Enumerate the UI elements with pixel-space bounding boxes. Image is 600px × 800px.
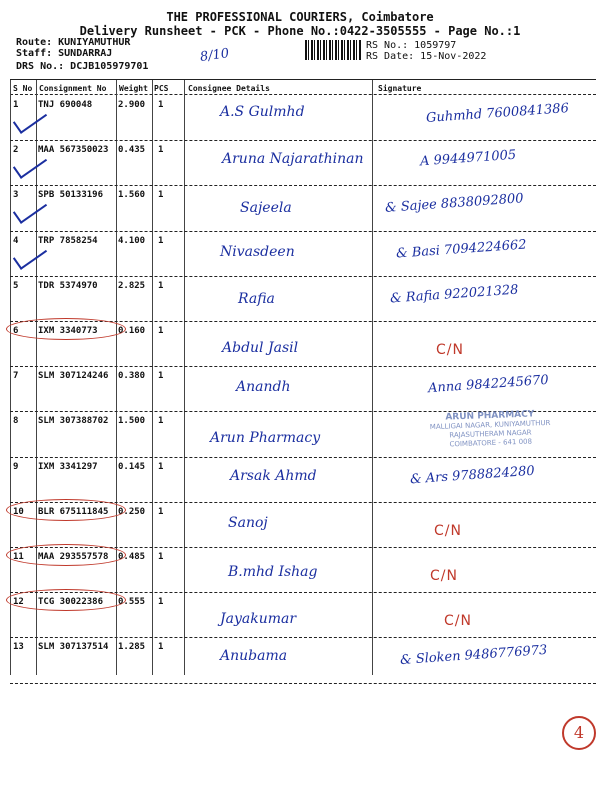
consignment-number: MAA 293557578 — [38, 552, 109, 562]
col-sno: S No — [13, 84, 33, 93]
pieces-count: 1 — [158, 461, 164, 472]
table-header-line — [10, 94, 596, 95]
consignee-name: Rafia — [238, 290, 275, 307]
consignee-name: Sanoj — [228, 514, 268, 531]
pieces-count: 1 — [158, 597, 164, 608]
red-circle-mark — [6, 544, 126, 566]
weight-value: 0.380 — [118, 371, 146, 382]
barcode-image — [305, 40, 361, 60]
consignment-number: TRP 7858254 — [38, 235, 98, 246]
serial-number: 10 — [13, 506, 24, 517]
serial-number: 12 — [13, 597, 24, 608]
consignee-name: Abdul Jasil — [222, 340, 299, 356]
signature: Guhmhd 7600841386 — [425, 101, 570, 126]
serial-number: 2 — [13, 145, 19, 156]
company-title: THE PROFESSIONAL COURIERS, Coimbatore — [166, 10, 434, 24]
weight-value: 1.285 — [118, 642, 146, 653]
signature: C/N — [444, 613, 472, 630]
route-label: Route: KUNIYAMUTHUR — [16, 37, 131, 48]
col-consignee: Consignee Details — [188, 84, 270, 93]
weight-value: 1.500 — [118, 416, 146, 427]
signature: & Ars 9788824280 — [409, 463, 536, 487]
serial-number: 8 — [13, 416, 19, 427]
pieces-count: 1 — [158, 145, 164, 156]
consignment-number: TCG 30022386 — [38, 597, 104, 608]
col-weight: Weight — [119, 84, 148, 93]
staff-label: Staff: SUNDARRAJ — [16, 48, 113, 59]
serial-number: 11 — [13, 552, 24, 562]
signature: C/N — [430, 568, 458, 584]
pieces-count: 1 — [158, 371, 164, 382]
consignment-number: SLM 307137514 — [38, 642, 109, 653]
consignee-name: Anandh — [236, 379, 291, 396]
signature: & Basi 7094224662 — [395, 237, 528, 262]
pieces-count: 1 — [158, 552, 164, 562]
consignment-number: SPB 50133196 — [38, 190, 104, 201]
red-circle-mark — [6, 499, 126, 521]
pieces-count: 1 — [158, 416, 164, 427]
serial-number: 6 — [13, 326, 19, 336]
pieces-count: 1 — [158, 642, 164, 653]
consignment-number: IXM 3341297 — [38, 461, 98, 472]
weight-value: 0.485 — [118, 552, 146, 562]
pieces-count: 1 — [158, 280, 164, 291]
table-row — [10, 186, 596, 232]
table-row — [10, 593, 596, 639]
consignment-number: TNJ 690048 — [38, 100, 93, 110]
serial-number: 9 — [13, 461, 19, 472]
col-consignment: Consignment No — [39, 84, 107, 93]
consignee-name: Anubama — [220, 648, 288, 665]
table-top-line — [10, 79, 596, 80]
page-mark: 4 — [562, 716, 596, 750]
weight-value: 2.900 — [118, 100, 146, 110]
serial-number: 3 — [13, 190, 19, 201]
rs-number: RS No.: 1059797 — [366, 40, 457, 51]
consignee-name: Arsak Ahmd — [230, 467, 317, 484]
serial-number: 4 — [13, 235, 19, 246]
weight-value: 1.560 — [118, 190, 146, 201]
consignment-number: BLR 675111845 — [38, 506, 109, 517]
weight-value: 0.555 — [118, 597, 146, 608]
serial-number: 1 — [13, 100, 19, 110]
pieces-count: 1 — [158, 326, 164, 336]
rs-date: RS Date: 15-Nov-2022 — [366, 51, 487, 62]
table-row — [10, 548, 596, 594]
signature: Anna 9842245670 — [427, 372, 550, 397]
consignee-name: Sajeela — [240, 200, 292, 217]
serial-number: 7 — [13, 371, 19, 382]
weight-value: 0.145 — [118, 461, 146, 472]
weight-value: 0.435 — [118, 145, 146, 156]
consignee-name: Nivasdeen — [220, 243, 295, 260]
consignment-number: IXM 3340773 — [38, 326, 98, 336]
red-circle-mark — [6, 589, 126, 611]
table-row — [10, 367, 596, 413]
row-separator — [10, 683, 596, 684]
table-row — [10, 503, 596, 549]
signature: & Sajee 8838092800 — [384, 191, 524, 217]
pieces-count: 1 — [158, 506, 164, 517]
pharmacy-stamp: ARUN PHARMACY MALLIGAI NAGAR, KUNIYAMUTHUR RAJASUTHERAM NAGAR COIMBATORE - 641 008 — [429, 409, 551, 449]
consignee-name: Arun Pharmacy — [210, 430, 321, 447]
signature: A 9944971005 — [419, 147, 517, 170]
runsheet-subtitle: Delivery Runsheet - PCK - Phone No.:0422-3505555 - Page No.:1 — [79, 24, 521, 38]
consignment-number: SLM 307388702 — [38, 416, 109, 427]
col-signature: Signature — [378, 84, 422, 93]
table-row — [10, 458, 596, 504]
consignee-name: B.mhd Ishag — [228, 564, 318, 580]
signature: & Rafia 922021328 — [389, 282, 519, 307]
signature: C/N — [434, 522, 462, 539]
table-row — [10, 232, 596, 278]
pieces-count: 1 — [158, 100, 164, 110]
red-circle-mark — [6, 318, 126, 340]
consignment-number: MAA 567350023 — [38, 145, 109, 156]
pieces-count: 1 — [158, 235, 164, 246]
consignment-number: TDR 5374970 — [38, 280, 98, 291]
table-row — [10, 322, 596, 368]
consignee-name: A.S Gulmhd — [220, 104, 305, 120]
serial-number: 13 — [13, 642, 24, 653]
pieces-count: 1 — [158, 190, 164, 201]
table-row — [10, 141, 596, 187]
serial-number: 5 — [13, 280, 19, 291]
table-row — [10, 277, 596, 323]
weight-value: 2.825 — [118, 280, 146, 291]
consignee-name: Aruna Najarathinan — [222, 151, 364, 168]
consignee-name: Jayakumar — [220, 611, 297, 628]
handwritten-count: 8/10 — [199, 46, 231, 65]
drs-number: DRS No.: DCJB105979701 — [16, 61, 149, 72]
consignment-number: SLM 307124246 — [38, 371, 109, 382]
weight-value: 0.160 — [118, 326, 146, 336]
signature: C/N — [436, 342, 464, 358]
table-row — [10, 96, 596, 142]
table-row — [10, 638, 596, 684]
signature: & Sloken 9486776973 — [399, 643, 548, 669]
weight-value: 4.100 — [118, 235, 146, 246]
weight-value: 0.250 — [118, 506, 146, 517]
col-pcs: PCS — [154, 84, 169, 93]
